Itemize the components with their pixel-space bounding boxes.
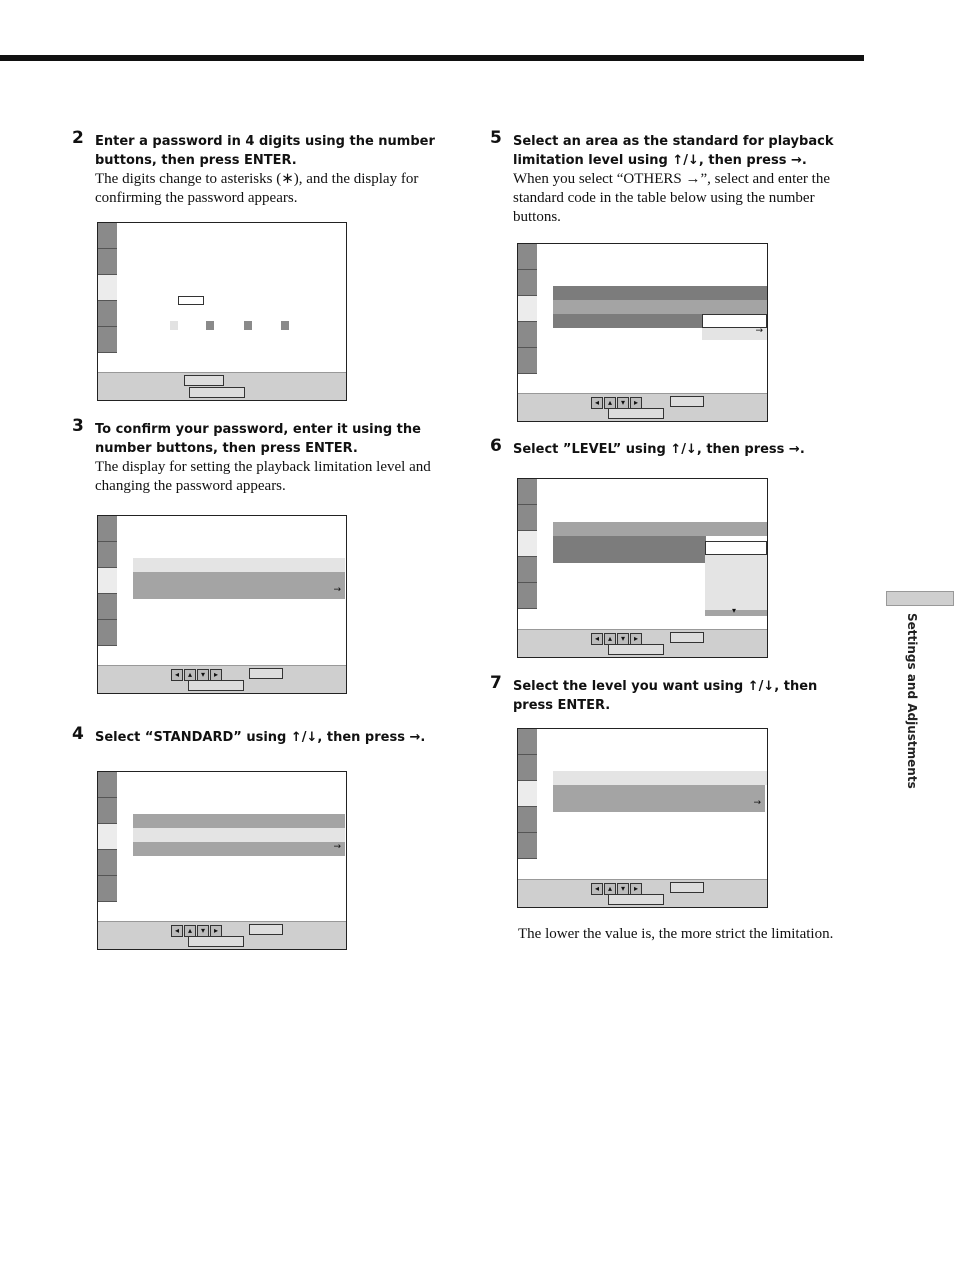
status-button[interactable] [188,680,244,691]
digit-slot [244,321,252,330]
right-key-icon: ▸ [210,925,222,937]
menu-row[interactable] [133,828,345,842]
footnote: The lower the value is, the more strict the limitation. [518,926,834,942]
menu-tab-selected[interactable] [98,275,117,301]
status-bar [518,879,767,907]
right-key-icon: ▸ [210,669,222,681]
menu-tab[interactable] [518,244,537,270]
menu-tab[interactable] [518,479,537,505]
screen-step-4 [97,771,347,950]
status-button[interactable] [249,668,283,679]
step-instruction: Select an area as the standard for playback limitation level using ↑/↓, then press →. [513,134,834,168]
screen-step-2 [97,222,347,401]
right-arrow-icon: → [755,326,763,336]
down-key-icon: ▾ [197,925,209,937]
step-number: 3 [72,416,84,436]
password-box[interactable] [178,296,204,305]
step-instruction: Enter a password in 4 digits using the number buttons, then press ENTER. [95,134,435,168]
menu-tab[interactable] [518,322,537,348]
menu-tab[interactable] [98,249,117,275]
left-key-icon: ◂ [591,883,603,895]
down-key-icon: ▾ [617,397,629,409]
step-6 [490,436,855,459]
step-3 [72,416,447,496]
menu-tab[interactable] [518,729,537,755]
right-key-icon: ▸ [630,397,642,409]
status-button[interactable] [608,894,664,905]
step-instruction: Select “STANDARD” using ↑/↓, then press →. [95,730,426,745]
digit-slot [281,321,289,330]
right-key-icon: ▸ [630,883,642,895]
menu-row-selected[interactable] [553,785,765,812]
menu-row[interactable] [133,814,345,828]
menu-row[interactable] [553,522,767,536]
menu-tabs [98,772,117,902]
menu-tab[interactable] [98,594,117,620]
left-key-icon: ◂ [591,397,603,409]
menu-tab[interactable] [98,772,117,798]
menu-tab-selected[interactable] [98,568,117,594]
menu-tab[interactable] [98,620,117,646]
menu-tab[interactable] [518,833,537,859]
level-selected[interactable] [705,541,767,555]
menu-tab[interactable] [98,798,117,824]
up-key-icon: ▴ [604,883,616,895]
digit-slot [206,321,214,330]
level-list[interactable] [705,555,767,611]
menu-tab-selected[interactable] [518,296,537,322]
menu-tab[interactable] [518,270,537,296]
status-bar [98,921,346,949]
screen-step-7 [517,728,768,908]
menu-tab[interactable] [518,348,537,374]
step-7 [490,673,855,715]
menu-tab[interactable] [518,807,537,833]
up-key-icon: ▴ [604,633,616,645]
right-arrow-icon: → [333,842,341,852]
menu-tab[interactable] [518,557,537,583]
step-description: When you select “OTHERS →”, select and enter the standard code in the table below using the number buttons. [513,171,830,225]
menu-tabs [98,223,117,353]
section-tab [886,591,954,606]
menu-tab-selected[interactable] [518,781,537,807]
status-bar [98,372,346,400]
right-arrow-icon: → [333,585,341,595]
menu-row[interactable] [553,286,767,300]
status-button[interactable] [249,924,283,935]
down-key-icon: ▾ [617,633,629,645]
digit-slot [170,321,178,330]
option-item[interactable] [702,328,767,340]
status-button[interactable] [189,387,245,398]
status-bar [518,393,767,421]
list-scrollbar[interactable] [705,606,767,616]
status-bar [98,665,346,693]
menu-tabs [518,729,537,859]
screen-step-3 [97,515,347,694]
menu-tab-selected[interactable] [518,531,537,557]
top-rule [0,55,864,61]
menu-tabs [518,479,537,609]
menu-tab[interactable] [98,516,117,542]
menu-tab[interactable] [98,876,117,902]
up-key-icon: ▴ [184,925,196,937]
menu-row[interactable] [553,771,767,785]
step-description: The digits change to asterisks (∗), and the display for confirming the password appears. [95,171,419,206]
menu-row-selected[interactable] [553,314,703,328]
menu-tabs [98,516,117,646]
step-5 [490,128,855,227]
menu-row[interactable] [133,558,345,572]
screen-step-5 [517,243,768,422]
right-key-icon: ▸ [630,633,642,645]
status-button[interactable] [188,936,244,947]
step-description: The display for setting the playback limitation level and changing the password appears. [95,459,431,494]
down-key-icon: ▾ [197,669,209,681]
step-instruction: To confirm your password, enter it using the number buttons, then press ENTER. [95,422,421,456]
step-number: 4 [72,724,84,744]
status-button[interactable] [608,644,664,655]
step-number: 7 [490,673,502,693]
menu-row[interactable] [553,300,767,314]
screen-step-6 [517,478,768,658]
section-label: Settings and Adjustments [905,613,919,789]
menu-tab[interactable] [98,223,117,249]
status-bar [518,629,767,657]
status-button[interactable] [670,396,704,407]
right-arrow-icon: → [753,798,761,808]
step-number: 5 [490,128,502,148]
menu-tab[interactable] [98,301,117,327]
left-key-icon: ◂ [171,925,183,937]
menu-row-selected[interactable] [553,536,706,563]
scroll-down-icon[interactable]: ▾ [732,606,737,615]
menu-row-selected[interactable] [133,572,345,599]
status-button[interactable] [670,882,704,893]
status-button[interactable] [608,408,664,419]
menu-tab[interactable] [98,327,117,353]
status-button[interactable] [670,632,704,643]
menu-tabs [518,244,537,374]
status-button[interactable] [184,375,224,386]
menu-tab[interactable] [98,850,117,876]
left-key-icon: ◂ [591,633,603,645]
up-key-icon: ▴ [184,669,196,681]
menu-row-selected[interactable] [133,842,345,856]
step-4 [72,724,447,747]
up-key-icon: ▴ [604,397,616,409]
step-2 [72,128,447,208]
down-key-icon: ▾ [617,883,629,895]
menu-tab[interactable] [518,583,537,609]
menu-tab-selected[interactable] [98,824,117,850]
left-key-icon: ◂ [171,669,183,681]
step-instruction: Select ”LEVEL” using ↑/↓, then press →. [513,442,805,457]
step-instruction: Select the level you want using ↑/↓, then press ENTER. [513,679,818,713]
step-number: 6 [490,436,502,456]
menu-tab[interactable] [518,505,537,531]
step-number: 2 [72,128,84,148]
menu-tab[interactable] [98,542,117,568]
menu-tab[interactable] [518,755,537,781]
